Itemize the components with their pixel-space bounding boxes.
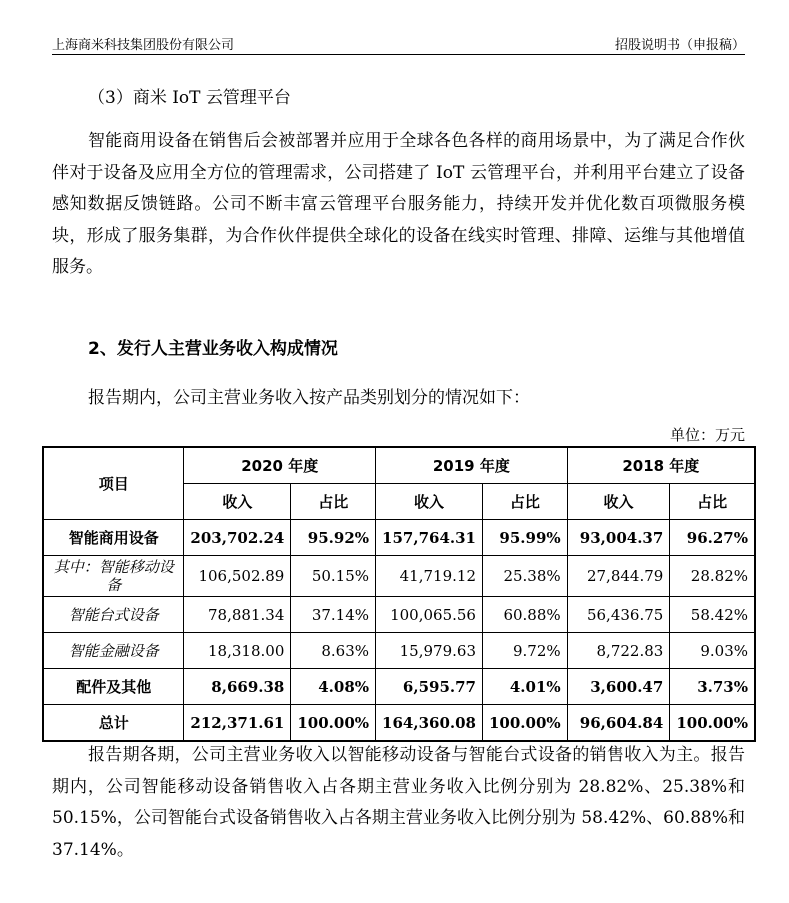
sub-share-2019: 占比 [482,484,567,520]
cell-value: 50.15% [291,556,376,597]
cell-value: 9.03% [670,633,755,669]
table-row [43,597,755,633]
sub-share-2018: 占比 [670,484,755,520]
cell-value: 95.99% [482,520,567,556]
cell-value: 106,502.89 [184,556,291,597]
cell-value: 3.73% [670,669,755,705]
cell-value: 203,702.24 [184,520,291,556]
table-row [43,633,755,669]
cell-value: 100.00% [670,705,755,742]
row-name: 智能台式设备 [43,597,184,633]
cell-value: 15,979.63 [376,633,483,669]
cell-value: 100.00% [291,705,376,742]
cell-value: 157,764.31 [376,520,483,556]
cell-value: 27,844.79 [567,556,670,597]
cell-value: 58.42% [670,597,755,633]
sub-revenue-2020: 收入 [184,484,291,520]
cell-value: 4.01% [482,669,567,705]
year-header-2018: 2018 年度 [567,447,755,484]
cell-value: 9.72% [482,633,567,669]
cell-value: 96,604.84 [567,705,670,742]
cell-value: 8.63% [291,633,376,669]
cell-value: 37.14% [291,597,376,633]
sub-revenue-2018: 收入 [567,484,670,520]
paragraph-revenue-analysis: 报告期各期，公司主营业务收入以智能移动设备与智能台式设备的销售收入为主。报告期内，公司智能移动设备销售收入占各期主营业务收入比例分别为 28.82%、25.38%和 50.15%，公司智能台式设备销售收入占各期主营业务收入比例分别为 58.42%、60.88%和 37.14%。 [52,745,745,860]
cell-value: 3,600.47 [567,669,670,705]
cell-value: 78,881.34 [184,597,291,633]
table-intro: 报告期内，公司主营业务收入按产品类别划分的情况如下： [88,388,530,408]
sub-share-2020: 占比 [291,484,376,520]
cell-value: 41,719.12 [376,556,483,597]
cell-value: 56,436.75 [567,597,670,633]
cell-value: 100,065.56 [376,597,483,633]
cell-value: 93,004.37 [567,520,670,556]
row-name: 其中：智能移动设备 [43,556,184,597]
table-row [43,556,755,597]
row-name: 配件及其他 [43,669,184,705]
cell-value: 100.00% [482,705,567,742]
cell-value: 8,669.38 [184,669,291,705]
cell-value: 96.27% [670,520,755,556]
sub-revenue-2019: 收入 [376,484,483,520]
section-title: 2、发行人主营业务收入构成情况 [88,339,338,359]
year-header-2019: 2019 年度 [376,447,568,484]
paragraph-iot-platform: 智能商用设备在销售后会被部署并应用于全球各色各样的商用场景中，为了满足合作伙伴对于设备及应用全方位的管理需求，公司搭建了 IoT 云管理平台，并利用平台建立了设备感知数据反馈链路。公司不断丰富云管理平台服务能力，持续开发并优化数百项微服务模块，形成了服务集群，为合作伙伴提供全球化的设备在线实时管理、排障、运维与其他增值服务。 [52,131,745,277]
cell-value: 4.08% [291,669,376,705]
cell-value: 8,722.83 [567,633,670,669]
cell-value: 60.88% [482,597,567,633]
cell-value: 212,371.61 [184,705,291,742]
cell-value: 6,595.77 [376,669,483,705]
header-doc-type: 招股说明书（申报稿） [614,38,745,53]
unit-label: 单位：万元 [669,426,745,444]
row-name: 总计 [43,705,184,742]
cell-value: 95.92% [291,520,376,556]
cell-value: 25.38% [482,556,567,597]
cell-value: 164,360.08 [376,705,483,742]
row-name: 智能商用设备 [43,520,184,556]
revenue-table [42,446,756,742]
year-header-2020: 2020 年度 [184,447,376,484]
table-row-total [43,705,755,742]
header-company: 上海商米科技集团股份有限公司 [52,38,235,53]
table-header-row [43,447,755,484]
table-row [43,520,755,556]
col-item-header: 项目 [43,447,184,520]
page-header [52,30,745,55]
table-row [43,669,755,705]
subsection-title: （3）商米 IoT 云管理平台 [88,88,291,108]
cell-value: 28.82% [670,556,755,597]
row-name: 智能金融设备 [43,633,184,669]
cell-value: 18,318.00 [184,633,291,669]
